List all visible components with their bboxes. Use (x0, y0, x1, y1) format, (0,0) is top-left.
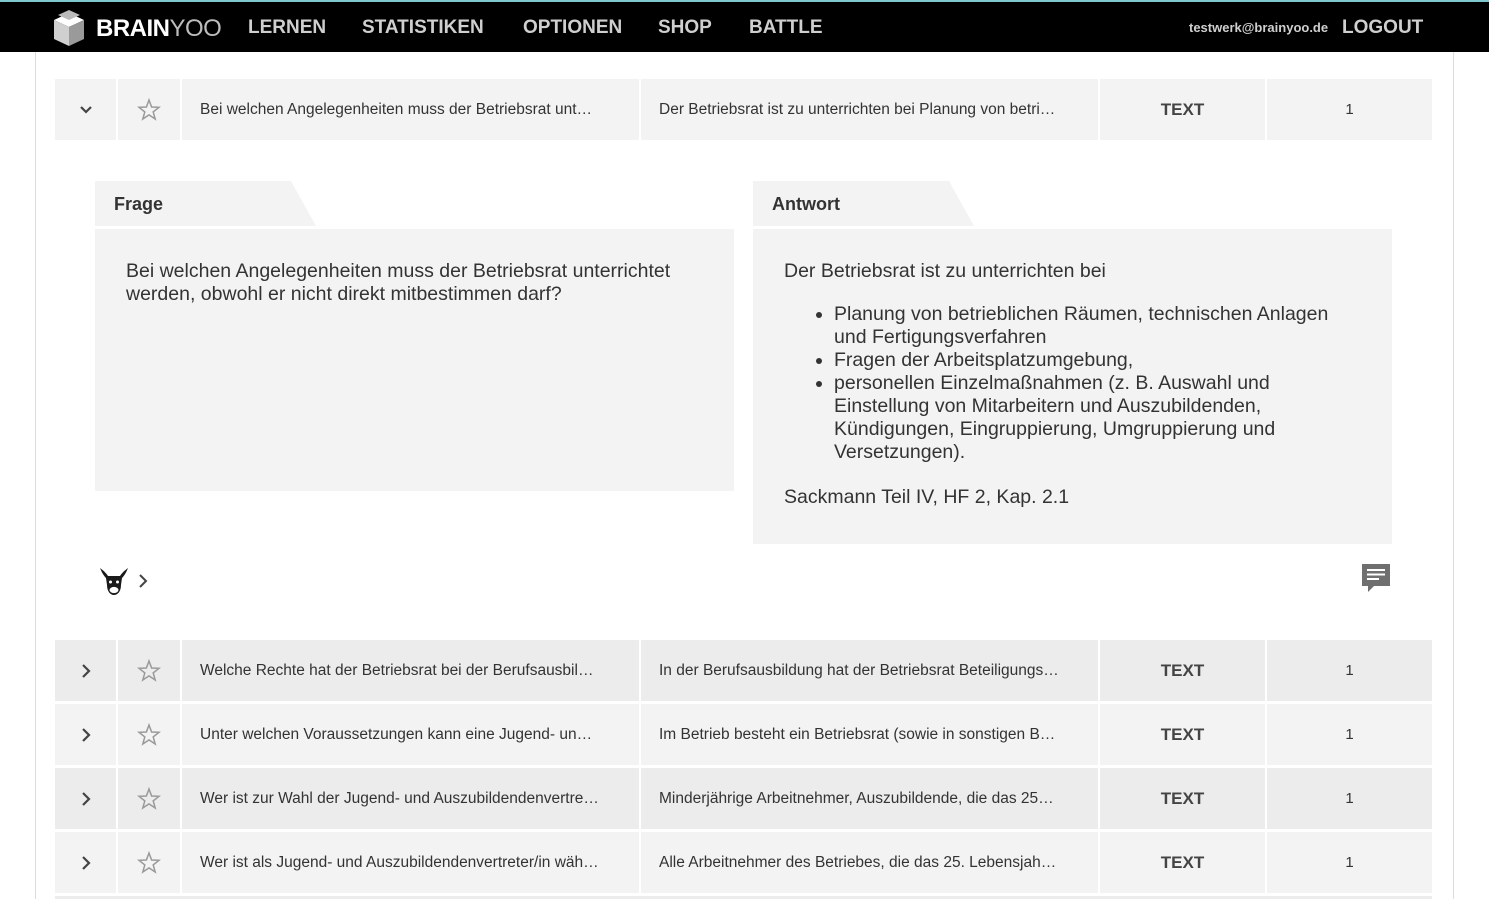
favorite-toggle[interactable] (118, 768, 182, 829)
row-answer: In der Berufsausbildung hat der Betriebsrat Beteiligungs… (641, 640, 1100, 701)
nav-lernen[interactable]: LERNEN (248, 17, 327, 38)
answer-list (784, 303, 1352, 464)
chevron-down-icon (79, 105, 93, 115)
row-question: Unter welchen Voraussetzungen kann eine Jugend- un… (182, 704, 641, 765)
row-question: Welche Rechte hat der Betriebsrat bei der Berufsausbil… (182, 640, 641, 701)
brand-light: YOO (169, 15, 222, 42)
star-outline-icon (137, 787, 161, 811)
logout-button[interactable]: LOGOUT (1342, 17, 1424, 38)
row-type: TEXT (1100, 640, 1267, 701)
question-tab (95, 181, 317, 226)
expand-toggle[interactable] (55, 704, 118, 765)
question-tab-label: Frage (114, 194, 164, 214)
chevron-right-icon (81, 727, 91, 743)
user-email: testwerk@brainyoo.de (1189, 20, 1329, 35)
star-outline-icon (137, 723, 161, 747)
card-type: TEXT (1100, 79, 1267, 140)
table-row[interactable] (55, 768, 1432, 829)
row-type: TEXT (1100, 832, 1267, 893)
comment-icon[interactable] (1360, 562, 1392, 594)
row-answer: Alle Arbeitnehmer des Betriebes, die das 25. Lebensjah… (641, 832, 1100, 893)
answer-source: Sackmann Teil IV, HF 2, Kap. 2.1 (784, 486, 1070, 508)
card-row-expanded[interactable] (55, 79, 1432, 140)
brand-bold: BRAIN (96, 15, 170, 42)
chevron-right-icon (81, 791, 91, 807)
nav-statistiken[interactable]: STATISTIKEN (362, 17, 484, 38)
row-answer: Im Betrieb besteht ein Betriebsrat (sowie in sonstigen B… (641, 704, 1100, 765)
row-count: 1 (1267, 768, 1432, 829)
answer-point: • Planung von betrieblichen Räumen, technischen Anlagen und Fertigungsverfahren (834, 303, 1352, 349)
table-row[interactable] (55, 704, 1432, 765)
row-type: TEXT (1100, 768, 1267, 829)
row-answer: Minderjährige Arbeitnehmer, Auszubildende, die das 25… (641, 768, 1100, 829)
answer-intro: Der Betriebsrat ist zu unterrichten bei (784, 260, 1106, 282)
answer-point: • personellen Einzelmaßnahmen (z. B. Auswahl und Einstellung von Mitarbeitern und Auszubildenden, Kündigungen, Eingruppierung, Umgruppierung und Versetzungen). (834, 372, 1352, 464)
answer-point: • Fragen der Arbeitsplatzumgebung, (834, 349, 1352, 372)
chevron-right-icon (81, 663, 91, 679)
favorite-toggle[interactable] (118, 832, 182, 893)
brand-name[interactable] (96, 15, 221, 43)
expand-toggle[interactable] (55, 832, 118, 893)
row-count: 1 (1267, 832, 1432, 893)
card-answer-preview: Der Betriebsrat ist zu unterrichten bei Planung von betri… (641, 79, 1100, 140)
card-count: 1 (1267, 79, 1432, 140)
chevron-right-icon[interactable] (137, 573, 149, 589)
collapse-toggle[interactable] (55, 79, 118, 140)
question-text: Bei welchen Angelegenheiten muss der Betriebsrat unterrichtet werden, obwohl er nicht direkt mitbestimmen darf? (126, 260, 671, 305)
answer-panel (753, 229, 1392, 544)
favorite-toggle[interactable] (118, 640, 182, 701)
row-count: 1 (1267, 640, 1432, 701)
question-panel (95, 229, 734, 491)
expand-toggle[interactable] (55, 640, 118, 701)
card-question-preview: Bei welchen Angelegenheiten muss der Betriebsrat unt… (182, 79, 641, 140)
nav-battle[interactable]: BATTLE (749, 17, 823, 38)
row-question: Wer ist zur Wahl der Jugend- und Auszubildendenvertre… (182, 768, 641, 829)
mascot-goat-icon[interactable] (97, 565, 131, 597)
top-navbar (0, 2, 1489, 52)
star-outline-icon (137, 98, 161, 122)
row-type: TEXT (1100, 704, 1267, 765)
favorite-toggle[interactable] (118, 79, 182, 140)
star-outline-icon (137, 851, 161, 875)
table-row[interactable] (55, 640, 1432, 701)
answer-tab-label: Antwort (772, 194, 840, 214)
nav-optionen[interactable]: OPTIONEN (523, 17, 623, 38)
expand-toggle[interactable] (55, 768, 118, 829)
chevron-right-icon (81, 855, 91, 871)
favorite-toggle[interactable] (118, 704, 182, 765)
table-row[interactable] (55, 832, 1432, 893)
row-count: 1 (1267, 704, 1432, 765)
answer-tab (753, 181, 975, 226)
star-outline-icon (137, 659, 161, 683)
row-question: Wer ist als Jugend- und Auszubildendenvertreter/in wäh… (182, 832, 641, 893)
nav-shop[interactable]: SHOP (658, 17, 712, 38)
brainyoo-logo-icon[interactable] (50, 8, 88, 48)
